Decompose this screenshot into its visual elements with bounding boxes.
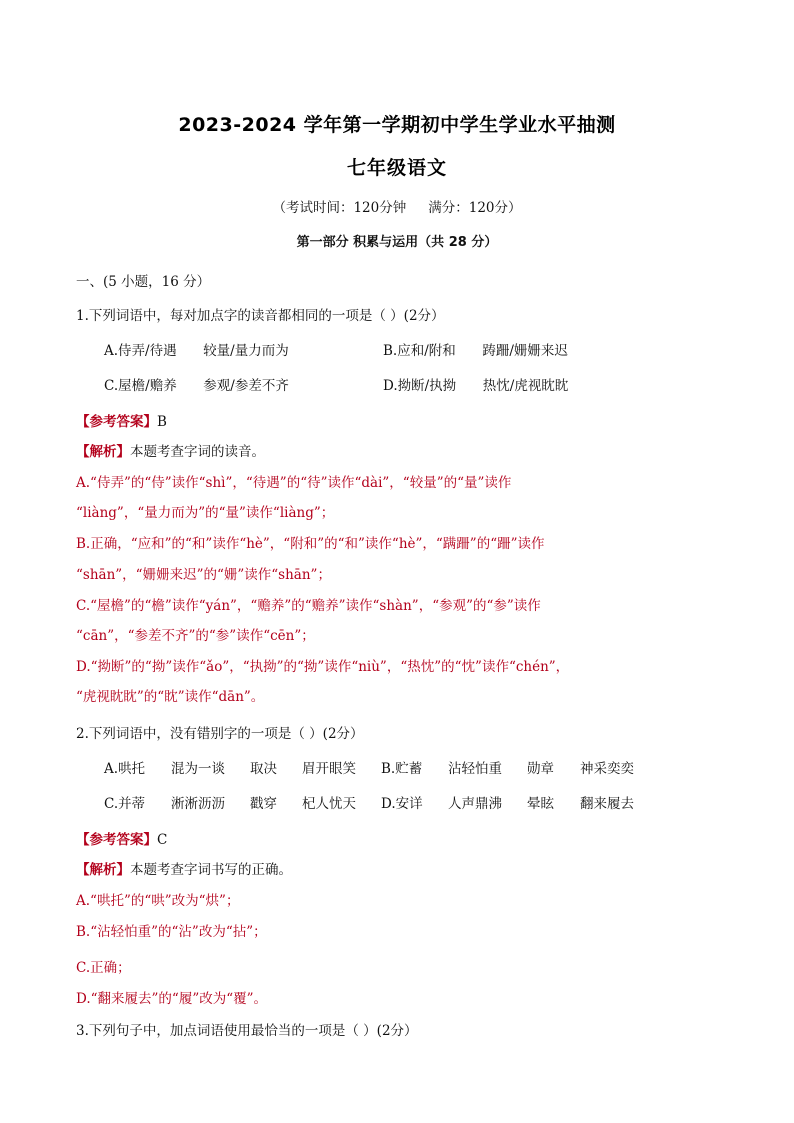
q1-analysis-line: B.正确，“应和”的“和”读作“hè”，“附和”的“和”读作“hè”，“蹒跚”的“跚”读作 [76, 536, 545, 552]
q1-analysis-line: D.“拗断”的“拗”读作“ǎo”，“执拗”的“拗”读作“niù”，“热忱”的“忱”读作“chén”， [76, 659, 570, 675]
q2-word: 混为一谈 [171, 761, 225, 777]
q1-analysis-line: A.“侍弄”的“侍”读作“shì”，“待遇”的“待”读作“dài”，“较量”的“量”读作 [76, 475, 512, 491]
q2-analysis-line: A.“哄托”的“哄”改为“烘”； [76, 893, 240, 909]
analysis-tag: 【解析】 [76, 444, 130, 460]
q2-word: 晕眩 [527, 796, 554, 812]
q1-analysis-line: C.“屋檐”的“檐”读作“yán”，“赡养”的“赡养”读作“shàn”，“参观”的“参”读作 [76, 598, 541, 614]
q2-word: D.安详 [381, 796, 423, 812]
analysis-intro: 本题考查字词书写的正确。 [130, 862, 292, 878]
exam-time: （考试时间：120分钟 [272, 200, 407, 216]
q1-analysis-line: “cān”，“参差不齐”的“参”读作“cēn”； [76, 628, 315, 644]
q1-analysis [76, 440, 265, 460]
q2-word: 神采奕奕 [580, 761, 634, 777]
q2-analysis-line: B.“沾轻怕重”的“沾”改为“拈”； [76, 924, 267, 940]
q2-word: 人声鼎沸 [448, 796, 502, 812]
q2-analysis [76, 858, 292, 878]
answer-tag: 【参考答案】 [76, 832, 157, 848]
analysis-intro: 本题考查字词的读音。 [130, 444, 265, 460]
q2-word: A.哄托 [104, 761, 146, 777]
exam-subtitle: 七年级语文 [346, 157, 447, 179]
answer-tag: 【参考答案】 [76, 414, 157, 430]
q1-stem: 1.下列词语中，每对加点字的读音都相同的一项是（ ）(2分） [76, 308, 445, 324]
q1-analysis-line: “liàng”，“量力而为”的“量”读作“liàng”； [76, 505, 335, 521]
q2-word: 眉开眼笑 [302, 761, 356, 777]
q2-word: C.并蒂 [104, 796, 146, 812]
q1-option-d: D.拗断/执拗 热忱/虎视眈眈 [383, 378, 569, 394]
q2-word: 淅淅沥沥 [171, 796, 225, 812]
q1-option-c: C.屋檐/赡养 参观/参差不齐 [104, 378, 289, 394]
answer-value: C [157, 832, 168, 848]
q1-analysis-line: “虎视眈眈”的“眈”读作“dān”。 [76, 689, 265, 705]
q1-option-a: A.侍弄/待遇 较量/量力而为 [104, 343, 289, 359]
q2-analysis-line: C.正确； [76, 960, 131, 976]
q2-word: 勋章 [527, 761, 554, 777]
analysis-tag: 【解析】 [76, 862, 130, 878]
exam-title: 2023-2024 学年第一学期初中学生学业水平抽测 [178, 114, 616, 136]
part-title: 第一部分 积累与运用（共 28 分） [296, 235, 498, 250]
q2-analysis-line: D.“翻来履去”的“履”改为“覆”。 [76, 991, 268, 1007]
q2-word: B.贮蓄 [381, 761, 423, 777]
q1-analysis-line: “shān”，“姗姗来迟”的“姗”读作“shān”； [76, 567, 331, 583]
q3-stem: 3.下列句子中，加点词语使用最恰当的一项是（ ）(2分） [76, 1023, 418, 1039]
answer-value: B [157, 414, 167, 430]
q2-word: 取决 [250, 761, 277, 777]
q2-word: 杞人忧天 [302, 796, 356, 812]
q2-word: 翻来履去 [580, 796, 634, 812]
q2-word: 沾轻怕重 [448, 761, 502, 777]
q2-stem: 2.下列词语中，没有错别字的一项是（ ）(2分） [76, 726, 364, 742]
full-score: 满分：120分） [428, 200, 522, 216]
q2-answer [76, 828, 167, 848]
q2-word: 戳穿 [250, 796, 277, 812]
q1-option-b: B.应和/附和 踌跚/姗姗来迟 [383, 343, 568, 359]
q1-answer [76, 410, 167, 430]
exam-info [0, 196, 794, 216]
section-title: 一、(5 小题，16 分） [76, 274, 211, 290]
